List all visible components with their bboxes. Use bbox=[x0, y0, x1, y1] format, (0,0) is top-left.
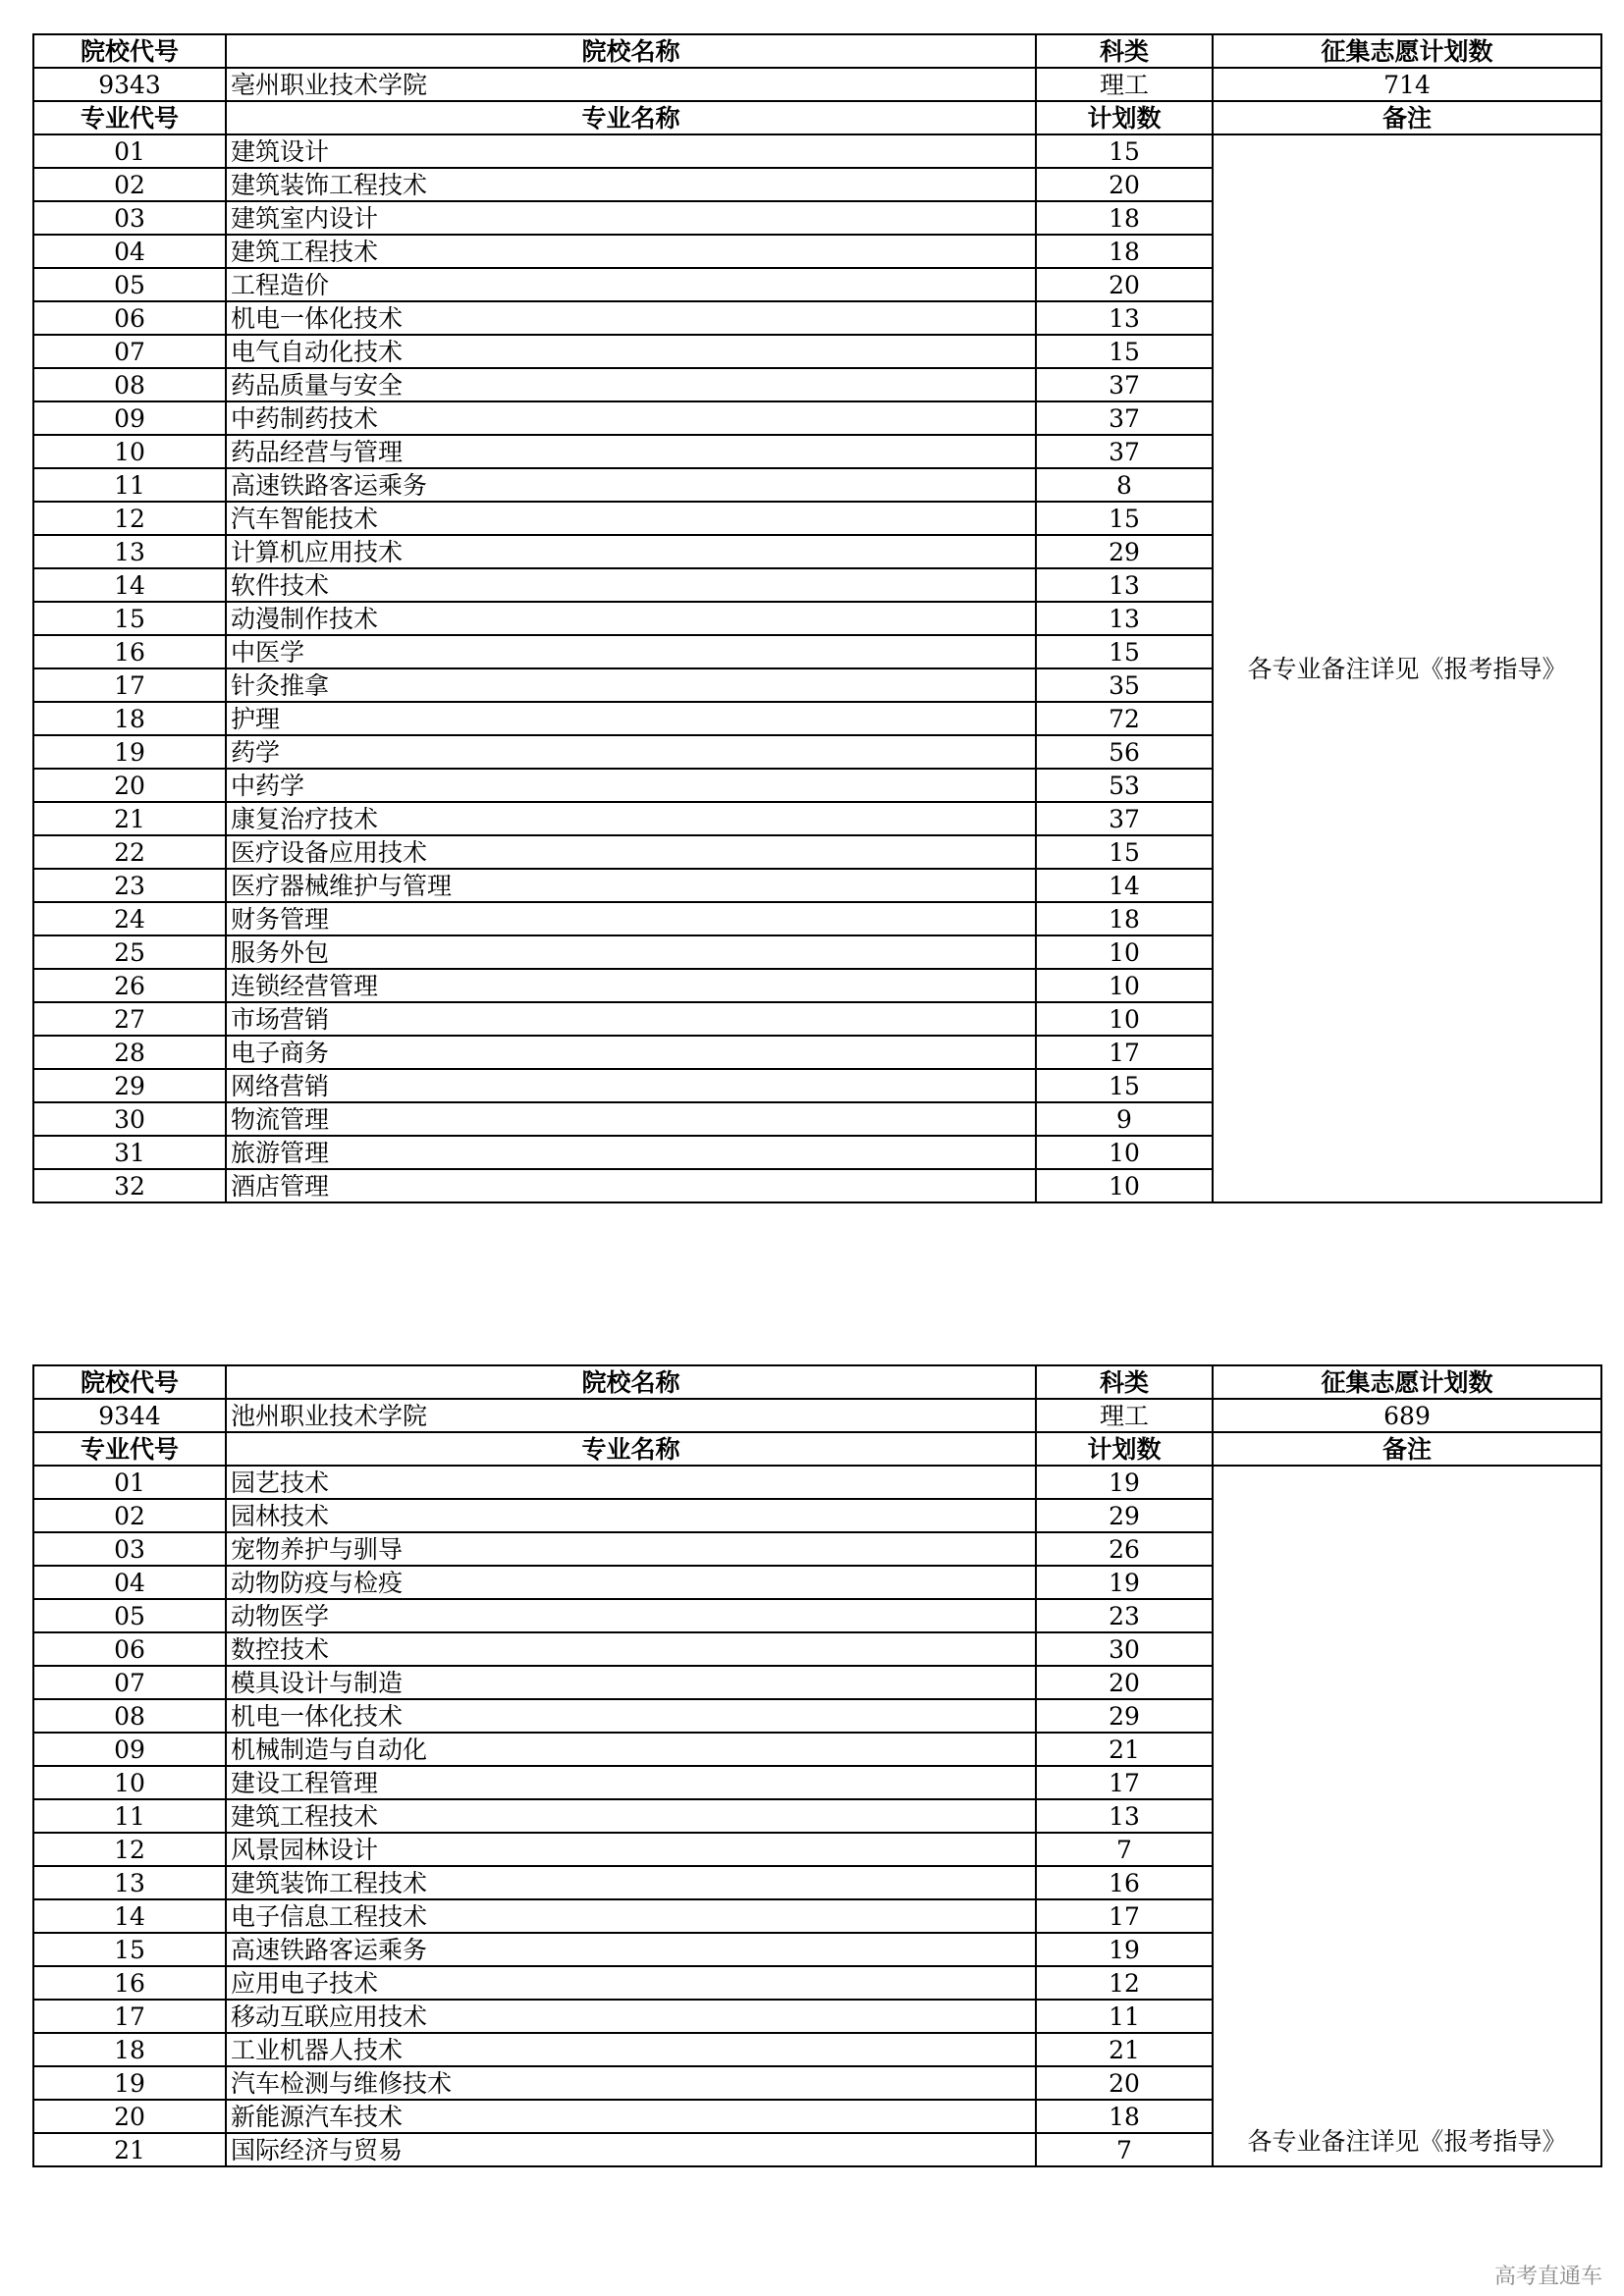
major-name: 电气自动化技术 bbox=[226, 335, 1036, 368]
major-code: 13 bbox=[33, 535, 226, 568]
major-code: 05 bbox=[33, 268, 226, 301]
header-major-name: 专业名称 bbox=[226, 101, 1036, 134]
major-code: 13 bbox=[33, 1866, 226, 1899]
watermark: 高考直通车 bbox=[1493, 2265, 1602, 2289]
school-table bbox=[32, 1364, 1602, 2167]
major-plan-count: 7 bbox=[1036, 2133, 1213, 2166]
major-name: 动物医学 bbox=[226, 1599, 1036, 1632]
major-header-row bbox=[33, 101, 1601, 134]
major-plan-count: 7 bbox=[1036, 1833, 1213, 1866]
major-code: 02 bbox=[33, 1499, 226, 1532]
major-plan-count: 10 bbox=[1036, 1169, 1213, 1202]
major-code: 06 bbox=[33, 1632, 226, 1666]
major-plan-count: 15 bbox=[1036, 635, 1213, 668]
major-code: 26 bbox=[33, 969, 226, 1002]
major-name: 建设工程管理 bbox=[226, 1766, 1036, 1799]
major-plan-count: 19 bbox=[1036, 1933, 1213, 1966]
major-code: 12 bbox=[33, 1833, 226, 1866]
major-plan-count: 10 bbox=[1036, 1002, 1213, 1036]
major-plan-count: 30 bbox=[1036, 1632, 1213, 1666]
major-name: 针灸推拿 bbox=[226, 668, 1036, 702]
major-code: 10 bbox=[33, 1766, 226, 1799]
major-name: 国际经济与贸易 bbox=[226, 2133, 1036, 2166]
major-code: 06 bbox=[33, 301, 226, 335]
major-code: 09 bbox=[33, 1733, 226, 1766]
major-name: 动漫制作技术 bbox=[226, 602, 1036, 635]
major-code: 21 bbox=[33, 802, 226, 835]
major-plan-count: 13 bbox=[1036, 1799, 1213, 1833]
major-plan-count: 56 bbox=[1036, 735, 1213, 769]
major-name: 园艺技术 bbox=[226, 1466, 1036, 1499]
major-name: 中药制药技术 bbox=[226, 401, 1036, 435]
school-category: 理工 bbox=[1036, 1399, 1213, 1432]
major-plan-count: 37 bbox=[1036, 802, 1213, 835]
major-name: 中药学 bbox=[226, 769, 1036, 802]
major-plan-count: 19 bbox=[1036, 1566, 1213, 1599]
major-plan-count: 29 bbox=[1036, 535, 1213, 568]
major-name: 数控技术 bbox=[226, 1632, 1036, 1666]
major-plan-count: 13 bbox=[1036, 602, 1213, 635]
major-name: 医疗设备应用技术 bbox=[226, 835, 1036, 869]
major-code: 10 bbox=[33, 435, 226, 468]
major-name: 电子商务 bbox=[226, 1036, 1036, 1069]
major-name: 市场营销 bbox=[226, 1002, 1036, 1036]
major-name: 药学 bbox=[226, 735, 1036, 769]
major-plan-count: 21 bbox=[1036, 2033, 1213, 2066]
major-code: 17 bbox=[33, 668, 226, 702]
major-plan-count: 8 bbox=[1036, 468, 1213, 502]
major-plan-count: 15 bbox=[1036, 134, 1213, 168]
major-plan-count: 15 bbox=[1036, 335, 1213, 368]
major-code: 04 bbox=[33, 1566, 226, 1599]
major-name: 汽车检测与维修技术 bbox=[226, 2066, 1036, 2100]
header-plan-total: 征集志愿计划数 bbox=[1213, 1365, 1601, 1399]
school-category: 理工 bbox=[1036, 68, 1213, 101]
major-name: 工业机器人技术 bbox=[226, 2033, 1036, 2066]
major-plan-count: 10 bbox=[1036, 935, 1213, 969]
major-code: 15 bbox=[33, 602, 226, 635]
major-code: 24 bbox=[33, 902, 226, 935]
major-code: 19 bbox=[33, 2066, 226, 2100]
major-plan-count: 15 bbox=[1036, 502, 1213, 535]
major-code: 07 bbox=[33, 1666, 226, 1699]
major-plan-count: 18 bbox=[1036, 2100, 1213, 2133]
major-name: 建筑工程技术 bbox=[226, 235, 1036, 268]
major-plan-count: 37 bbox=[1036, 435, 1213, 468]
major-plan-count: 14 bbox=[1036, 869, 1213, 902]
major-plan-count: 23 bbox=[1036, 1599, 1213, 1632]
major-code: 31 bbox=[33, 1136, 226, 1169]
major-code: 20 bbox=[33, 769, 226, 802]
table-row bbox=[33, 134, 1601, 168]
major-name: 动物防疫与检疫 bbox=[226, 1566, 1036, 1599]
major-code: 20 bbox=[33, 2100, 226, 2133]
major-name: 电子信息工程技术 bbox=[226, 1899, 1036, 1933]
major-name: 高速铁路客运乘务 bbox=[226, 1933, 1036, 1966]
major-code: 30 bbox=[33, 1102, 226, 1136]
major-plan-count: 17 bbox=[1036, 1899, 1213, 1933]
major-plan-count: 72 bbox=[1036, 702, 1213, 735]
major-name: 汽车智能技术 bbox=[226, 502, 1036, 535]
major-name: 护理 bbox=[226, 702, 1036, 735]
major-code: 16 bbox=[33, 1966, 226, 2000]
school-info-row bbox=[33, 1399, 1601, 1432]
major-plan-count: 17 bbox=[1036, 1766, 1213, 1799]
major-name: 酒店管理 bbox=[226, 1169, 1036, 1202]
major-code: 15 bbox=[33, 1933, 226, 1966]
major-name: 工程造价 bbox=[226, 268, 1036, 301]
school-info-row bbox=[33, 68, 1601, 101]
major-plan-count: 20 bbox=[1036, 268, 1213, 301]
school-name: 池州职业技术学院 bbox=[226, 1399, 1036, 1432]
major-name: 机电一体化技术 bbox=[226, 1699, 1036, 1733]
major-code: 25 bbox=[33, 935, 226, 969]
major-plan-count: 9 bbox=[1036, 1102, 1213, 1136]
major-name: 模具设计与制造 bbox=[226, 1666, 1036, 1699]
major-name: 园林技术 bbox=[226, 1499, 1036, 1532]
header-plan-count: 计划数 bbox=[1036, 101, 1213, 134]
header-major-code: 专业代号 bbox=[33, 1432, 226, 1466]
major-code: 29 bbox=[33, 1069, 226, 1102]
major-code: 18 bbox=[33, 2033, 226, 2066]
major-name: 网络营销 bbox=[226, 1069, 1036, 1102]
school-table bbox=[32, 33, 1602, 1203]
major-name: 机电一体化技术 bbox=[226, 301, 1036, 335]
major-code: 16 bbox=[33, 635, 226, 668]
major-name: 旅游管理 bbox=[226, 1136, 1036, 1169]
major-plan-count: 20 bbox=[1036, 2066, 1213, 2100]
major-plan-count: 11 bbox=[1036, 2000, 1213, 2033]
major-name: 财务管理 bbox=[226, 902, 1036, 935]
major-code: 23 bbox=[33, 869, 226, 902]
remark-cell: 各专业备注详见《报考指导》 bbox=[1213, 1466, 1601, 2166]
major-code: 21 bbox=[33, 2133, 226, 2166]
major-plan-count: 18 bbox=[1036, 902, 1213, 935]
major-name: 建筑设计 bbox=[226, 134, 1036, 168]
major-plan-count: 20 bbox=[1036, 1666, 1213, 1699]
major-plan-count: 15 bbox=[1036, 1069, 1213, 1102]
major-plan-count: 18 bbox=[1036, 201, 1213, 235]
major-code: 19 bbox=[33, 735, 226, 769]
major-code: 14 bbox=[33, 1899, 226, 1933]
major-plan-count: 29 bbox=[1036, 1699, 1213, 1733]
major-name: 建筑工程技术 bbox=[226, 1799, 1036, 1833]
major-code: 32 bbox=[33, 1169, 226, 1202]
major-code: 08 bbox=[33, 368, 226, 401]
remark-cell: 各专业备注详见《报考指导》 bbox=[1213, 134, 1601, 1202]
major-plan-count: 10 bbox=[1036, 969, 1213, 1002]
major-code: 27 bbox=[33, 1002, 226, 1036]
major-plan-count: 26 bbox=[1036, 1532, 1213, 1566]
school-plan-total: 689 bbox=[1213, 1399, 1601, 1432]
major-plan-count: 53 bbox=[1036, 769, 1213, 802]
header-category: 科类 bbox=[1036, 1365, 1213, 1399]
school-plan-total: 714 bbox=[1213, 68, 1601, 101]
header-major-name: 专业名称 bbox=[226, 1432, 1036, 1466]
school-name: 亳州职业技术学院 bbox=[226, 68, 1036, 101]
header-plan-total: 征集志愿计划数 bbox=[1213, 34, 1601, 68]
major-code: 01 bbox=[33, 1466, 226, 1499]
major-name: 风景园林设计 bbox=[226, 1833, 1036, 1866]
header-school-code: 院校代号 bbox=[33, 1365, 226, 1399]
major-plan-count: 15 bbox=[1036, 835, 1213, 869]
major-plan-count: 29 bbox=[1036, 1499, 1213, 1532]
major-code: 22 bbox=[33, 835, 226, 869]
major-code: 28 bbox=[33, 1036, 226, 1069]
major-code: 18 bbox=[33, 702, 226, 735]
major-name: 移动互联应用技术 bbox=[226, 2000, 1036, 2033]
major-code: 04 bbox=[33, 235, 226, 268]
header-major-code: 专业代号 bbox=[33, 101, 226, 134]
major-name: 建筑装饰工程技术 bbox=[226, 1866, 1036, 1899]
major-name: 宠物养护与驯导 bbox=[226, 1532, 1036, 1566]
school-code: 9343 bbox=[33, 68, 226, 101]
header-remark: 备注 bbox=[1213, 101, 1601, 134]
major-plan-count: 35 bbox=[1036, 668, 1213, 702]
major-code: 03 bbox=[33, 201, 226, 235]
school-header-row bbox=[33, 34, 1601, 68]
major-name: 服务外包 bbox=[226, 935, 1036, 969]
header-school-name: 院校名称 bbox=[226, 34, 1036, 68]
major-code: 01 bbox=[33, 134, 226, 168]
major-name: 药品经营与管理 bbox=[226, 435, 1036, 468]
major-plan-count: 18 bbox=[1036, 235, 1213, 268]
major-name: 机械制造与自动化 bbox=[226, 1733, 1036, 1766]
major-plan-count: 19 bbox=[1036, 1466, 1213, 1499]
major-code: 17 bbox=[33, 2000, 226, 2033]
major-code: 09 bbox=[33, 401, 226, 435]
major-name: 康复治疗技术 bbox=[226, 802, 1036, 835]
major-plan-count: 16 bbox=[1036, 1866, 1213, 1899]
major-plan-count: 13 bbox=[1036, 301, 1213, 335]
major-plan-count: 12 bbox=[1036, 1966, 1213, 2000]
major-name: 药品质量与安全 bbox=[226, 368, 1036, 401]
major-plan-count: 21 bbox=[1036, 1733, 1213, 1766]
major-code: 08 bbox=[33, 1699, 226, 1733]
major-name: 建筑装饰工程技术 bbox=[226, 168, 1036, 201]
major-plan-count: 13 bbox=[1036, 568, 1213, 602]
major-name: 应用电子技术 bbox=[226, 1966, 1036, 2000]
major-header-row bbox=[33, 1432, 1601, 1466]
header-plan-count: 计划数 bbox=[1036, 1432, 1213, 1466]
major-name: 连锁经营管理 bbox=[226, 969, 1036, 1002]
major-code: 03 bbox=[33, 1532, 226, 1566]
major-plan-count: 37 bbox=[1036, 401, 1213, 435]
major-code: 07 bbox=[33, 335, 226, 368]
major-code: 11 bbox=[33, 468, 226, 502]
major-name: 计算机应用技术 bbox=[226, 535, 1036, 568]
major-name: 新能源汽车技术 bbox=[226, 2100, 1036, 2133]
header-remark: 备注 bbox=[1213, 1432, 1601, 1466]
major-name: 中医学 bbox=[226, 635, 1036, 668]
major-name: 医疗器械维护与管理 bbox=[226, 869, 1036, 902]
major-name: 软件技术 bbox=[226, 568, 1036, 602]
major-code: 05 bbox=[33, 1599, 226, 1632]
major-name: 建筑室内设计 bbox=[226, 201, 1036, 235]
major-plan-count: 17 bbox=[1036, 1036, 1213, 1069]
major-name: 高速铁路客运乘务 bbox=[226, 468, 1036, 502]
header-school-code: 院校代号 bbox=[33, 34, 226, 68]
school-code: 9344 bbox=[33, 1399, 226, 1432]
header-school-name: 院校名称 bbox=[226, 1365, 1036, 1399]
major-name: 物流管理 bbox=[226, 1102, 1036, 1136]
major-code: 12 bbox=[33, 502, 226, 535]
school-header-row bbox=[33, 1365, 1601, 1399]
major-code: 14 bbox=[33, 568, 226, 602]
major-plan-count: 37 bbox=[1036, 368, 1213, 401]
major-code: 11 bbox=[33, 1799, 226, 1833]
header-category: 科类 bbox=[1036, 34, 1213, 68]
major-code: 02 bbox=[33, 168, 226, 201]
table-row bbox=[33, 1466, 1601, 1499]
major-plan-count: 20 bbox=[1036, 168, 1213, 201]
major-plan-count: 10 bbox=[1036, 1136, 1213, 1169]
